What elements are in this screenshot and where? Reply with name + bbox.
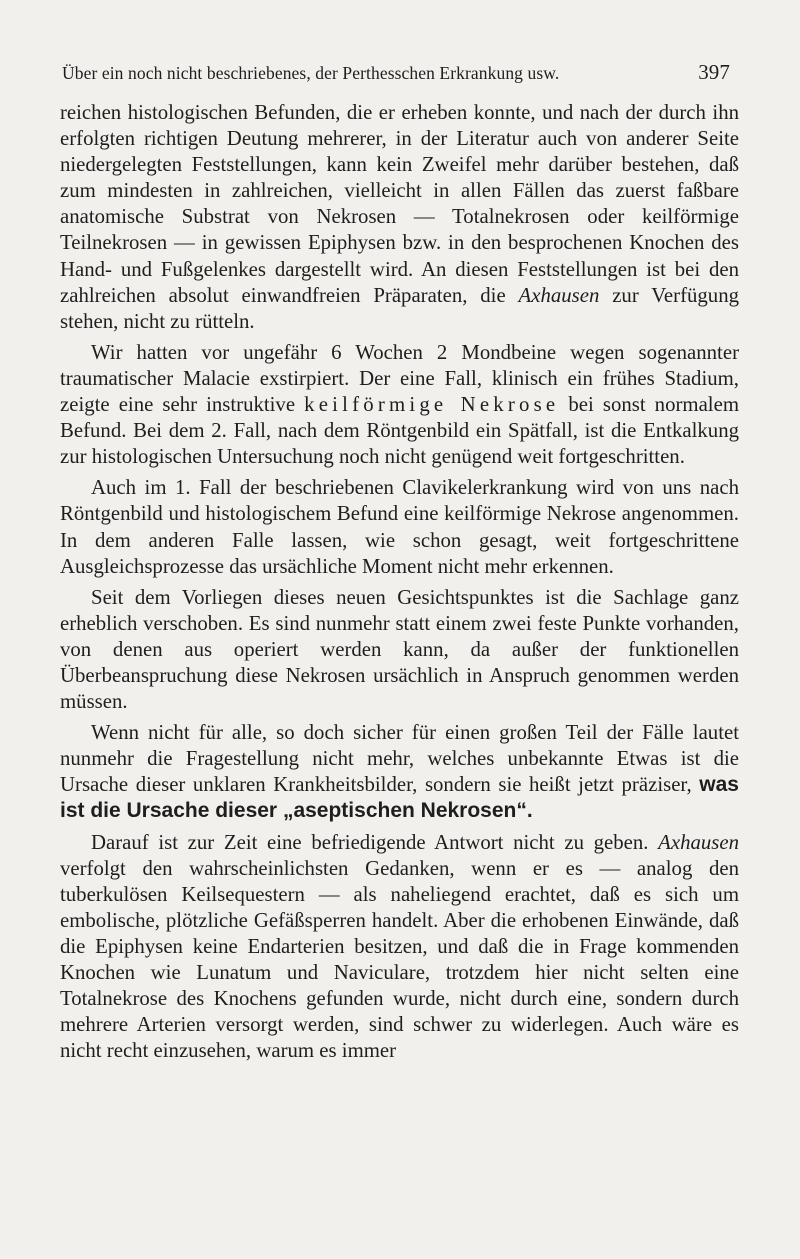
body-text	[60, 100, 739, 1064]
paragraph-1	[60, 100, 739, 335]
paragraph-5-text: Wenn nicht für alle, so doch sicher für einen großen Teil der Fälle lautet nunmehr die Fragestellung nicht mehr, welches unbekannte Etwas ist die Ursache dieser unklaren Krankheitsbilder, sondern sie heißt jetzt präziser,	[60, 721, 739, 797]
paragraph-3: Auch im 1. Fall der beschriebenen Clavikelerkrankung wird von uns nach Röntgenbild und histologischem Befund eine keilförmige Nekrose angenommen. In dem anderen Falle lassen, wie schon gesagt, weit fortgeschrittene Ausgleichsprozesse das ursächliche Moment nicht mehr erkennen.	[60, 476, 739, 578]
page-number: 397	[698, 60, 730, 84]
paragraph-4: Seit dem Vorliegen dieses neuen Gesichtspunktes ist die Sachlage ganz erheblich verschoben. Es sind nunmehr statt einem zwei feste Punkte vorhanden, von denen aus operiert werden kann, da außer der funktionellen Überbeanspruchung diese Nekrosen ursächlich in Anspruch genommen werden müssen.	[60, 585, 739, 714]
paragraph-2-text: Wir hatten vor ungefähr 6 Wochen 2 Mondbeine wegen sogenannter traumatischer Malacie exstirpiert. Der eine Fall, klinisch ein frühes Stadium, zeigte eine sehr instruktive	[60, 340, 739, 417]
paragraph-6-text: Darauf ist zur Zeit eine befriedigende Antwort nicht zu geben.	[91, 830, 649, 854]
paragraph-2-end: bei sonst normalem Befund. Bei dem 2. Fall, nach dem Röntgenbild ein Spätfall, ist die Entkalkung zur histologischen Untersuchung noch nicht genügend weit fortgeschritten.	[60, 393, 739, 469]
running-header	[62, 60, 730, 85]
paragraph-6	[60, 830, 739, 1065]
running-title: Über ein noch nicht beschriebenes, der Perthesschen Erkrankung usw.	[62, 63, 560, 83]
author-name: Axhausen	[518, 283, 600, 307]
paragraph-5	[60, 720, 739, 824]
paragraph-6-end: verfolgt den wahrscheinlichsten Gedanken, wenn er es — analog den tuberkulösen Keilsequestern — als naheliegend erachtet, daß es sich um embolische, plötzliche Gefäßsperren handelt. Aber die erhobenen Einwände, daß die Epiphysen keine Endarterien besitzen, und daß die in Frage kommenden Knochen wie Lunatum und Naviculare, trotzdem hier nicht selten eine Totalnekrose des Knochens gefunden wurde, nicht durch eine, sondern durch mehrere Arterien versorgt werden, sind schwer zu widerlegen. Auch wäre es nicht recht einzusehen, warum es immer	[60, 856, 739, 1063]
author-name-2: Axhausen	[658, 830, 739, 854]
paragraph-1-end: zur Verfügung stehen, nicht zu rütteln.	[60, 283, 739, 333]
paragraph-1-text: reichen histologischen Befunden, die er erheben konnte, und nach der durch ihn erfolgten richtigen Deutung mehrerer, in der Literatur auch von anderer Seite niedergelegten Feststellungen, kann kein Zweifel mehr darüber bestehen, daß zum mindesten in zahlreichen, vielleicht in allen Fällen das zuerst faßbare anatomische Substrat von Nekrosen — Totalnekrosen oder keilförmige Teilnekrosen — in gewissen Epiphysen bzw. in den besprochenen Knochen des Hand- und Fußgelenkes dargestellt wird. An diesen Feststellungen ist bei den zahlreichen absolut einwandfreien Präparaten, die	[60, 101, 739, 307]
paragraph-2	[60, 340, 739, 470]
spaced-emphasis: keilförmige Nekrose	[304, 393, 560, 417]
bold-question: was ist die Ursache dieser „aseptischen Nekrosen“.	[60, 773, 739, 823]
